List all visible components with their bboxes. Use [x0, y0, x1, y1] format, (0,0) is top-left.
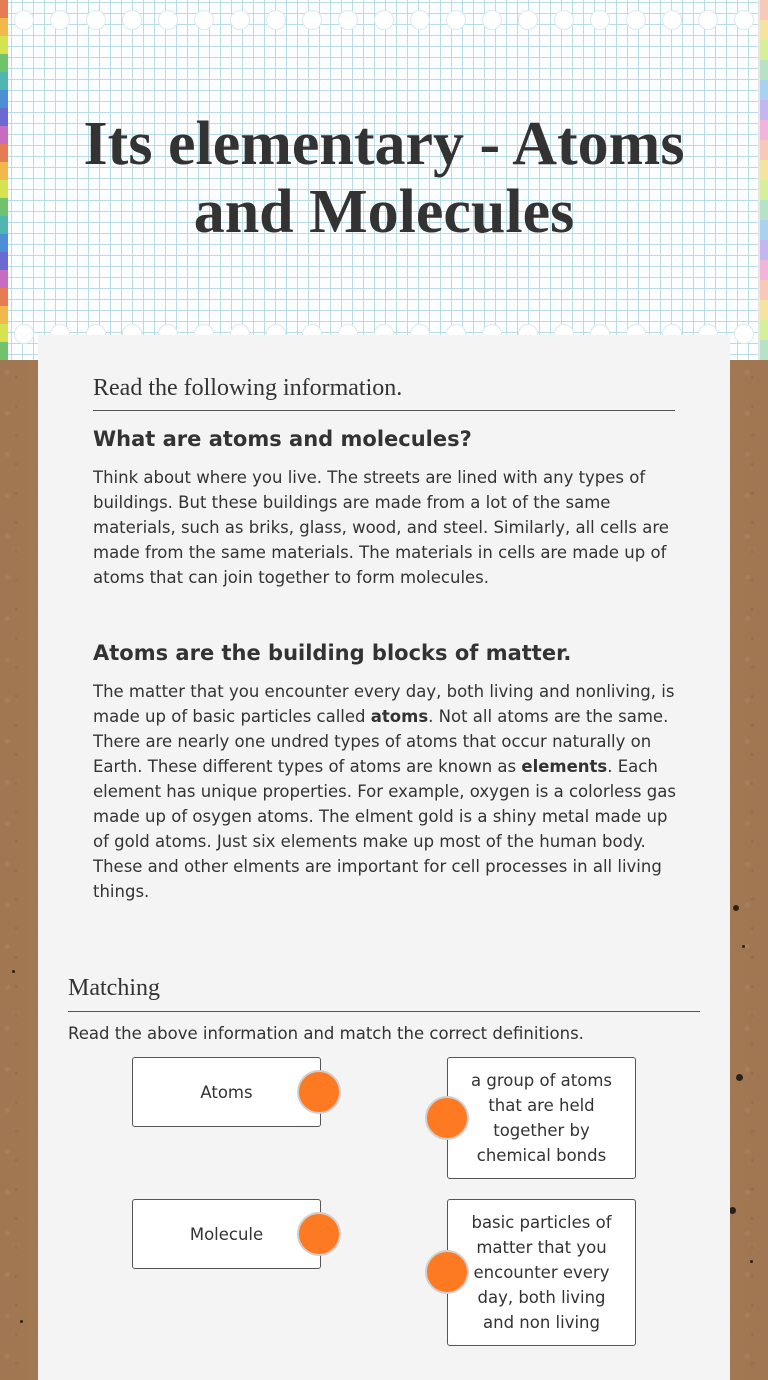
punch-holes-top	[14, 10, 754, 32]
match-connector-definition-1[interactable]	[425, 1096, 469, 1140]
paragraph-intro: Think about where you live. The streets are lined with any types of buildings. But these buildings are made from a lot of the same materials, such as briks, glass, wood, and steel. Similarly, all cells are made from the same materials. The materials in cells are made up of atoms that can join together to form molecules.	[93, 468, 669, 587]
speck	[12, 970, 15, 973]
match-connector-definition-2[interactable]	[425, 1250, 469, 1294]
rainbow-edge-right	[760, 0, 768, 360]
match-connector-atoms[interactable]	[297, 1070, 341, 1114]
paragraph-atoms: The matter that you encounter every day, both living and nonliving, is made up of basic particles called atoms. Not all atoms are the same. There are nearly one undred types of atoms that occur naturally on Earth. These different types of atoms are known as elements. Each element has unique properties. For example, oxygen is a colorless gas made up of osygen atoms. The elment gold is a shiny metal made up of gold atoms. Just six elements make up most of the human body. These and other elments are important for cell processes in all living things.	[93, 682, 676, 901]
speck	[742, 945, 745, 948]
speck	[20, 1320, 23, 1323]
subheading-building-blocks: Atoms are the building blocks of matter.	[93, 641, 572, 665]
match-item-molecule[interactable]: Molecule	[132, 1199, 321, 1269]
match-definition-atoms[interactable]: basic particles of matter that you encounter every day, both living and non living	[447, 1199, 636, 1346]
match-item-atoms[interactable]: Atoms	[132, 1057, 321, 1127]
header-graph-paper	[0, 0, 768, 360]
speck	[733, 905, 739, 911]
speck	[750, 1260, 753, 1263]
worksheet-panel	[38, 335, 730, 1380]
speck	[729, 1207, 736, 1214]
bold-term-elements: elements	[521, 757, 608, 776]
rainbow-edge-left	[0, 0, 8, 360]
subheading-atoms-molecules: What are atoms and molecules?	[93, 427, 472, 451]
section-heading-info: Read the following information.	[93, 375, 403, 401]
bold-term-atoms: atoms	[370, 707, 429, 726]
match-connector-molecule[interactable]	[297, 1212, 341, 1256]
page-title: Its elementary - Atoms and Molecules	[83, 110, 685, 246]
matching-divider	[68, 1011, 700, 1012]
section-heading-matching: Matching	[68, 975, 160, 1001]
speck	[736, 1074, 743, 1081]
matching-instruction: Read the above information and match the correct definitions.	[68, 1024, 584, 1043]
match-definition-molecule[interactable]: a group of atoms that are held together by chemical bonds	[447, 1057, 636, 1179]
section-divider	[93, 410, 675, 411]
